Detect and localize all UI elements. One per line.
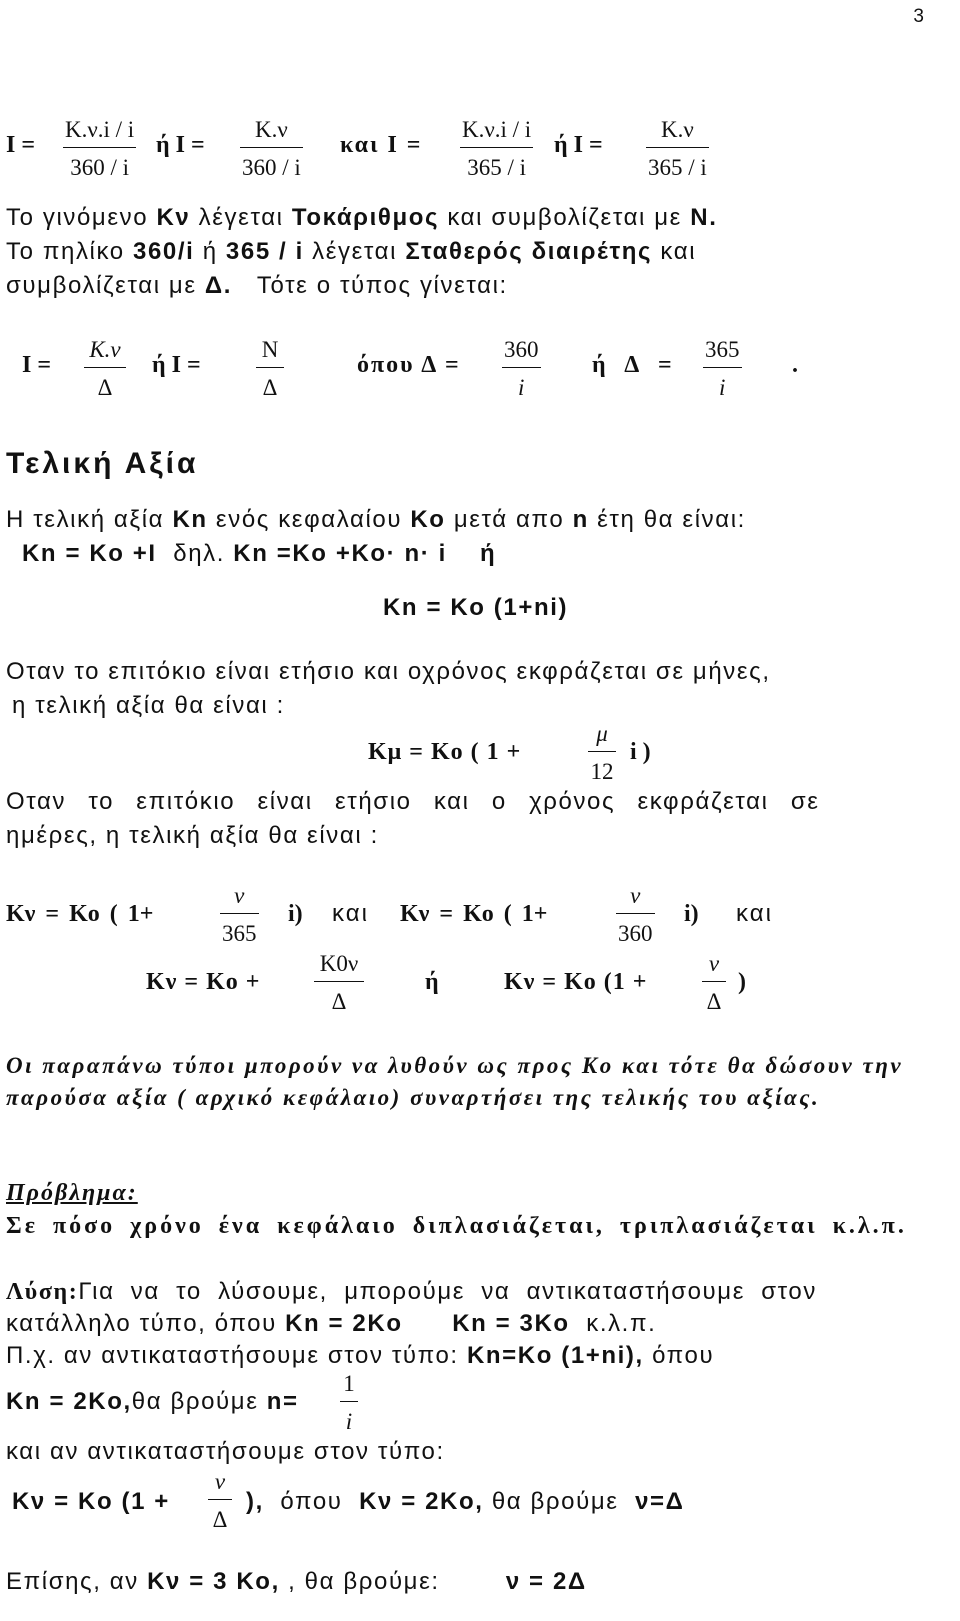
fraction-numerator: ν (214, 1469, 226, 1494)
formula-text: ή Δ = (592, 352, 672, 378)
fraction-denominator: Δ (262, 375, 278, 400)
text: λέγεται (312, 238, 398, 265)
paragraph-line (6, 1310, 951, 1338)
formula-text: και (332, 900, 369, 927)
text-bold: 365 / i (225, 238, 304, 265)
paragraph-line (246, 1488, 946, 1516)
text-bold: Kn = 3Ko (452, 1310, 570, 1337)
problem-heading: Πρόβλημα: (6, 1180, 138, 1206)
text: όπου (280, 1488, 343, 1515)
fraction-numerator: ν (708, 951, 720, 976)
text: Τότε ο τύπος γίνεται: (256, 272, 508, 299)
paragraph-line (6, 1388, 346, 1416)
text: κ.λ.π. (586, 1310, 657, 1337)
fraction-bar (314, 981, 364, 982)
fraction-numerator: μ (596, 721, 608, 746)
bold-paragraph: Οι παραπάνω τύποι μπορούν να λυθούν ως προς Ko και τότε θα δώσουν την παρούσα αξία ( αρχικό κεφάλαιο) συναρτήσει της τελικής του αξίας. (6, 1053, 904, 1110)
text: ενός κεφαλαίου (215, 506, 403, 533)
fraction (340, 1372, 358, 1433)
fraction-denominator: Δ (331, 989, 347, 1014)
fraction (256, 338, 284, 399)
text: , θα βρούμε: (288, 1568, 440, 1595)
fraction-bar (502, 367, 541, 368)
paragraph-line: ημέρες, η τελική αξία θα είναι : (6, 822, 379, 849)
paragraph-line (6, 1278, 951, 1306)
fraction-numerator: K.ν.i / i (65, 117, 135, 142)
paragraph-line: Οταν το επιτόκιο είναι ετήσιο και οχρόνος εκφράζεται σε μήνες, (6, 658, 771, 685)
formula-text: ή I = (554, 132, 603, 158)
paragraph-line: Οταν το επιτόκιο είναι ετήσιο και ο χρόνος εκφράζεται σε (6, 788, 820, 815)
fraction (314, 952, 364, 1013)
fraction-numerator: 1 (343, 1371, 355, 1396)
text-bold: Λύση: (6, 1279, 79, 1305)
formula-text: i) (684, 901, 699, 927)
text: όπου (652, 1342, 715, 1369)
fraction-denominator: i (719, 375, 726, 400)
fraction-denominator: i (345, 1409, 353, 1434)
formula-text: Kμ = Ko ( 1 + (368, 739, 522, 765)
text-bold: n (572, 506, 589, 533)
formula-text: Kν = Ko + (146, 969, 261, 995)
formula-text: ή I = (152, 352, 201, 378)
fraction (240, 118, 303, 179)
fraction-denominator: Δ (706, 989, 722, 1014)
fraction-numerator: 360 (504, 337, 539, 362)
fraction-numerator: 365 (705, 337, 740, 362)
fraction (502, 338, 541, 399)
text-bold: ν = 2Δ (505, 1568, 587, 1595)
section-heading-final-value: Τελική Αξία (6, 447, 199, 480)
formula-text: Kν = Ko ( 1+ (6, 901, 154, 927)
text-bold: Ko (410, 506, 446, 533)
fraction (208, 1470, 232, 1531)
paragraph-line: η τελική αξία θα είναι : (12, 692, 285, 719)
text-bold: Δ. (204, 272, 233, 299)
fraction-bar (702, 981, 726, 982)
text-bold: Τοκάριθμος (291, 204, 440, 231)
formula-text: ) (738, 969, 746, 995)
paragraph-line (6, 238, 951, 266)
text-bold: ), (246, 1488, 264, 1515)
paragraph-line (12, 1488, 212, 1516)
fraction-bar (588, 751, 616, 752)
fraction (702, 952, 726, 1013)
text-bold: Κν (156, 204, 191, 231)
formula-text: και I = (340, 132, 423, 158)
text-bold: Kn (172, 506, 208, 533)
fraction-denominator: 365 (222, 921, 257, 946)
paragraph-line (6, 204, 951, 232)
formula-text: Kν = Ko ( 1+ (400, 901, 548, 927)
text: λέγεται (198, 204, 284, 231)
fraction-bar (460, 147, 533, 148)
formula-text: ή (425, 969, 439, 995)
paragraph-line (6, 1342, 951, 1370)
fraction-denominator: 360 / i (70, 155, 129, 180)
formula-text: i ) (630, 739, 651, 765)
text-bold: ή (479, 540, 497, 567)
formula-text: και (736, 900, 773, 927)
fraction-numerator: N (261, 337, 279, 362)
text: Επίσης, αν (6, 1568, 139, 1595)
text: ή (202, 238, 218, 265)
text-bold: Kn = Ko (1+ni) (383, 594, 569, 621)
formula-text: I = (22, 352, 52, 378)
text-bold: Kn=Ko (1+ni), (466, 1342, 644, 1369)
fraction-numerator: ν (630, 883, 641, 908)
text: και συμβολίζεται με (447, 204, 682, 231)
text: κατάλληλο τύπο, όπου (6, 1310, 277, 1337)
fraction-denominator: 365 / i (467, 155, 526, 180)
text-bold: n= (266, 1388, 299, 1415)
formula-text: I = (6, 132, 36, 158)
fraction-numerator: ν (234, 883, 245, 908)
text: μετά απο (453, 506, 565, 533)
fraction-denominator: i (518, 375, 525, 400)
formula-text: . (792, 352, 798, 378)
paragraph-line (22, 540, 960, 568)
paragraph-line (6, 1568, 951, 1596)
formula-text: όπου Δ = (357, 352, 461, 378)
formula-text: Kν = Ko (1 + (504, 969, 648, 995)
text-bold: N. (690, 204, 718, 231)
fraction (588, 722, 616, 783)
fraction-denominator: Δ (97, 375, 113, 400)
text: έτη θα είναι: (597, 506, 746, 533)
formula-text: i) (288, 901, 303, 927)
fraction-denominator: 360 (618, 921, 653, 946)
paragraph-line (6, 506, 951, 534)
fraction-bar (240, 147, 303, 148)
text: θα βρούμε (491, 1488, 619, 1515)
fraction (460, 118, 533, 179)
formula-text: ή I = (156, 132, 205, 158)
text: Το πηλίκο (6, 238, 125, 265)
fraction-denominator: 365 / i (648, 155, 707, 180)
formula-line (383, 594, 783, 622)
text: συμβολίζεται με (6, 272, 197, 299)
fraction-bar (703, 367, 742, 368)
fraction-bar (256, 367, 284, 368)
problem-text: Σε πόσο χρόνο ένα κεφάλαιο διπλασιάζεται, τριπλασιάζεται κ.λ.π. (6, 1213, 907, 1239)
fraction-numerator: K.ν (89, 337, 121, 362)
text-bold: ν=Δ (635, 1488, 685, 1515)
fraction-denominator: 12 (590, 759, 614, 784)
text-bold: Σταθερός διαιρέτης (405, 238, 653, 265)
fraction-numerator: K.ν.i / i (462, 117, 532, 142)
text: Για να το λύσουμε, μπορούμε να αντικαταστήσουμε στον (78, 1278, 817, 1305)
fraction-bar (208, 1499, 232, 1500)
text-bold: Kn = 2Ko, (6, 1388, 132, 1415)
fraction (646, 118, 709, 179)
paragraph-line: και αν αντικαταστήσουμε στον τύπο: (6, 1438, 445, 1465)
fraction-numerator: K.ν (661, 117, 694, 142)
fraction-denominator: Δ (212, 1507, 228, 1532)
text: δηλ. (173, 540, 226, 567)
text: θα βρούμε (131, 1388, 259, 1415)
fraction (220, 884, 259, 945)
fraction-bar (616, 913, 655, 914)
text: Το γινόμενο (6, 204, 149, 231)
text-bold: Kν = 2Ko, (359, 1488, 484, 1515)
page-number: 3 (913, 6, 924, 27)
text: και (660, 238, 697, 265)
fraction (703, 338, 742, 399)
text-bold: Kn =Ko +Ko· n· i (233, 540, 447, 567)
paragraph-line (6, 272, 951, 300)
fraction-bar (340, 1401, 358, 1402)
fraction (63, 118, 136, 179)
fraction-denominator: 360 / i (242, 155, 301, 180)
fraction-numerator: K0ν (319, 951, 359, 976)
text-bold: Kν = Ko (1 + (12, 1488, 170, 1515)
fraction-bar (84, 367, 126, 368)
fraction-numerator: K.ν (255, 117, 288, 142)
text-bold: Kn = 2Ko (285, 1310, 403, 1337)
text-bold: Kn = Ko +I (22, 540, 157, 567)
text-bold: 360/i (133, 238, 195, 265)
fraction-bar (646, 147, 709, 148)
text-bold: Kν = 3 Ko, (147, 1568, 280, 1595)
fraction-bar (220, 913, 259, 914)
text: Π.χ. αν αντικαταστήσουμε στον τύπο: (6, 1342, 459, 1369)
fraction-bar (63, 147, 136, 148)
text: Η τελική αξία (6, 506, 165, 533)
fraction (84, 338, 126, 399)
fraction (616, 884, 655, 945)
